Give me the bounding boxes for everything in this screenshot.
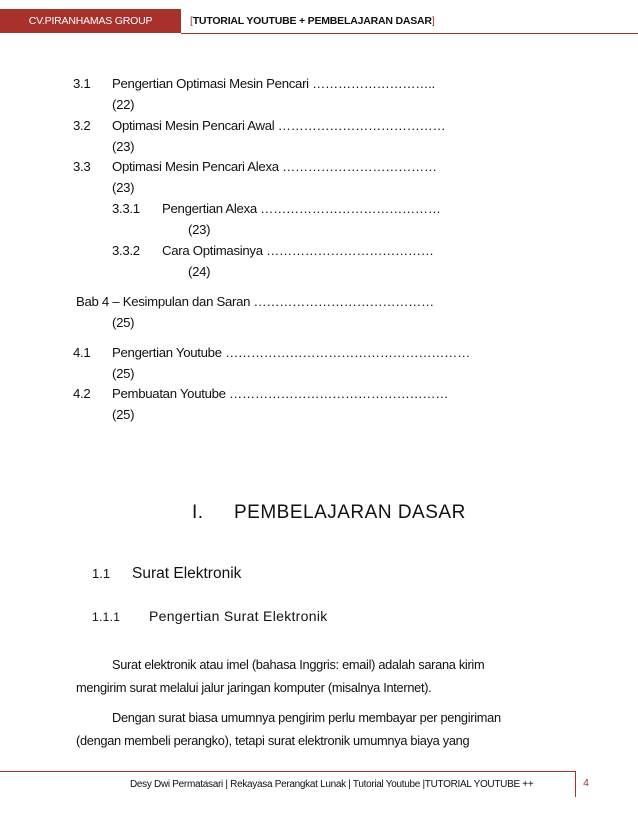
toc-entry-page: (23) — [112, 180, 135, 195]
toc-entry-title: Optimasi Mesin Pencari Alexa ……………………………… — [112, 159, 437, 174]
footer-divider — [0, 771, 575, 772]
footer-text: Desy Dwi Permatasari | Rekayasa Perangkat Lunak | Tutorial Youtube |TUTORIAL YOUTUBE ++ — [130, 779, 534, 790]
toc-entry-page: (24) — [188, 264, 211, 279]
header-bracket-open: [ — [190, 15, 193, 27]
section-heading — [192, 502, 466, 524]
toc-entry-page: (23) — [112, 139, 135, 154]
subsection-heading — [92, 565, 241, 583]
page-number: 4 — [575, 771, 596, 797]
header-title — [190, 9, 435, 33]
section-title: PEMBELAJARAN DASAR — [234, 502, 466, 523]
toc-entry-page: (25) — [112, 366, 135, 381]
subsubsection-heading — [92, 608, 328, 624]
toc-entry-title: Pengertian Alexa …………………………………… — [162, 201, 441, 216]
header-divider — [181, 33, 638, 34]
toc-entry-number: 3.1 — [73, 76, 91, 91]
header-company: CV.PIRANHAMAS GROUP — [0, 9, 181, 33]
toc-entry-title: Pengertian Youtube ………………………………………………… — [112, 345, 470, 360]
subsection-title: Surat Elektronik — [132, 565, 242, 582]
toc-entry-title: Pengertian Optimasi Mesin Pencari ……………………….. — [112, 76, 435, 91]
header-title-text: TUTORIAL YOUTUBE + PEMBELAJARAN DASAR — [192, 15, 432, 27]
subsubsection-title: Pengertian Surat Elektronik — [149, 608, 328, 624]
toc-entry-page: (25) — [112, 407, 135, 422]
toc-entry-title: Cara Optimasinya ………………………………… — [162, 243, 434, 258]
toc-entry-number: 4.1 — [73, 345, 91, 360]
paragraph-line: (dengan membeli perangko), tetapi surat elektronik umumnya biaya yang — [76, 733, 470, 748]
toc-entry-number: 3.3.2 — [112, 243, 140, 258]
section-number: I. — [192, 502, 204, 523]
toc-entry-number: 3.3.1 — [112, 201, 140, 216]
toc-entry-number: 4.2 — [73, 386, 91, 401]
toc-entry-number: 3.3 — [73, 159, 91, 174]
subsection-number: 1.1 — [92, 566, 111, 581]
header-bracket-close: ] — [431, 15, 435, 27]
paragraph-line: Surat elektronik atau imel (bahasa Inggris: email) adalah sarana kirim — [112, 657, 485, 672]
paragraph-line: mengirim surat melalui jalur jaringan komputer (misalnya Internet). — [76, 680, 432, 695]
paragraph-line: Dengan surat biasa umumnya pengirim perlu membayar per pengiriman — [112, 710, 501, 725]
toc-entry-page: (25) — [112, 315, 135, 330]
toc-entry-title: Pembuatan Youtube …………………………………………… — [112, 386, 449, 401]
toc-entry-title: Optimasi Mesin Pencari Awal ………………………………… — [112, 118, 446, 133]
toc-entry-page: (23) — [188, 222, 211, 237]
toc-chapter-title: Bab 4 – Kesimpulan dan Saran …………………………………… — [76, 294, 434, 309]
subsubsection-number: 1.1.1 — [92, 610, 121, 624]
toc-entry-page: (22) — [112, 97, 135, 112]
toc-entry-number: 3.2 — [73, 118, 91, 133]
